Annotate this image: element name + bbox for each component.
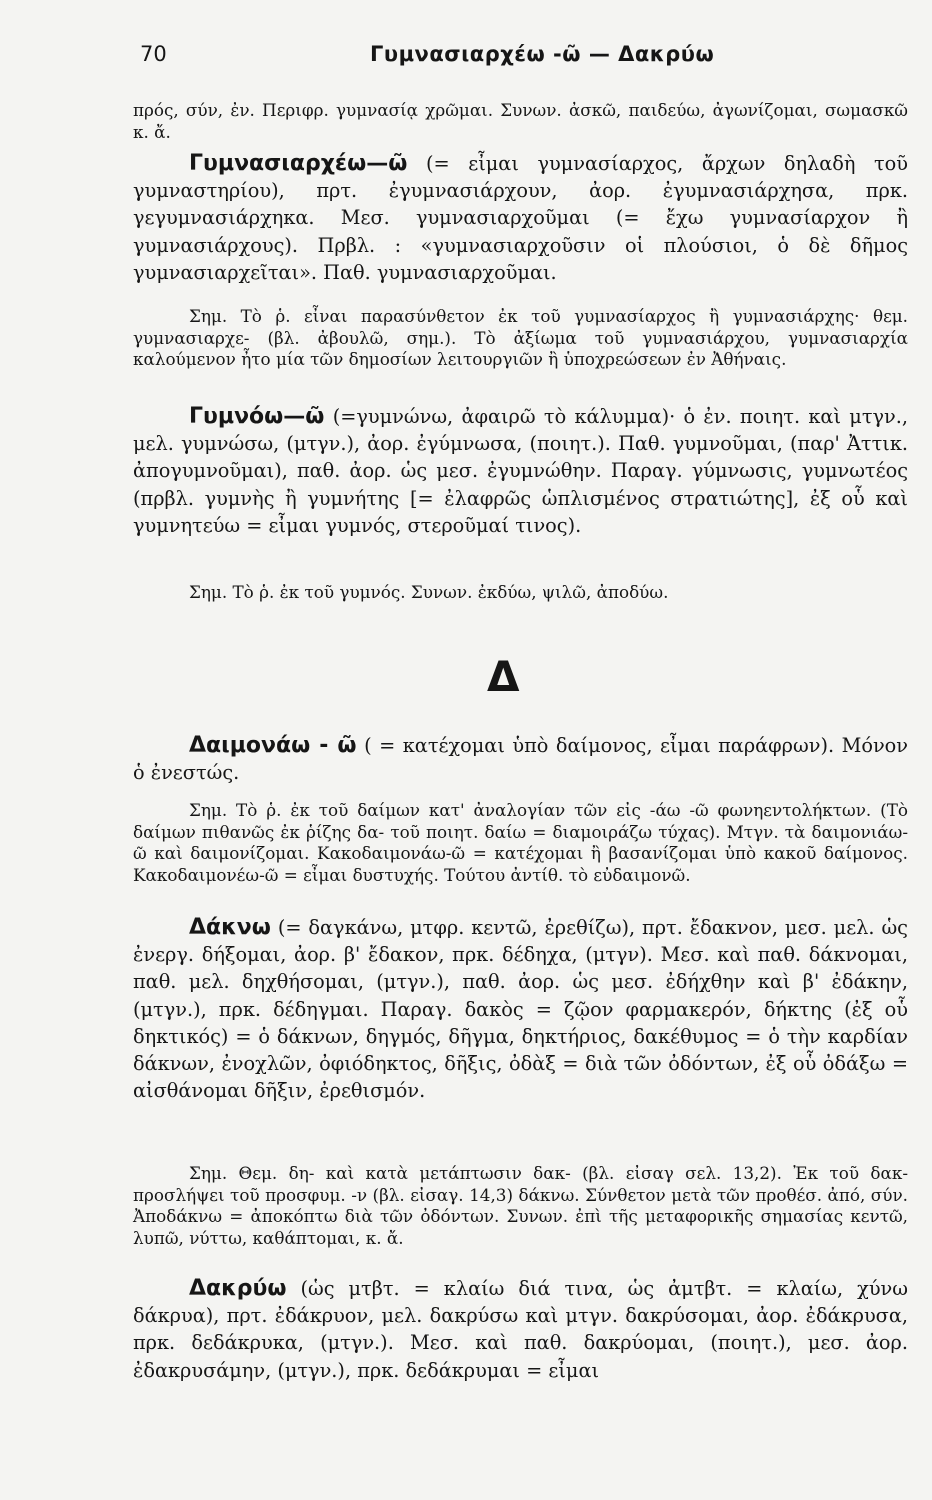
- headword: Δακρύω: [189, 1276, 287, 1301]
- entry-body: (ὡς μτβτ. = κλαίω διά τινα, ὡς ἀμτβτ. = κλαίω, χύνω δάκρυα), πρτ. ἐδάκρυον, μελ. δακρύσω καὶ μτγν. δακρύσομαι, ἀορ. ἐδάκρυσα, πρκ. δεδάκρυκα, (μτγν.). Μεσ. καὶ παθ. δακρύομαι, (ποιητ.), μεσ. ἀορ. ἐδακρυσάμην, (μτγν.), πρκ. δεδάκρυμαι = εἶμαι: [133, 1277, 908, 1382]
- entry-gymnoo: [133, 403, 908, 539]
- page-header: [140, 42, 902, 76]
- entry-note: Σημ. Τὸ ῥ. ἐκ τοῦ γυμνός. Συνων. ἐκδύω, ψιλῶ, ἀποδύω.: [189, 582, 669, 602]
- entry-body: (= εἶμαι γυμνασίαρχος, ἄρχων δηλαδὴ τοῦ γυμναστηρίου), πρτ. ἐγυμνασιάρχουν, ἀορ. ἐγυμνασιάρχησα, πρκ. γεγυμνασιάρχηκα. Μεσ. γυμνασιαρχοῦμαι (= ἔχω γυμνασίαρχον ἢ γυμνασιάρχους). Πρβλ. : «γυμνασιαρχοῦσιν οἱ πλούσιοι, ὁ δὲ δῆμος γυμνασιαρχεῖται». Παθ. γυμνασιαρχοῦμαι.: [133, 152, 908, 284]
- entry-daimonao: [133, 732, 908, 786]
- entry-dakno: [133, 914, 908, 1104]
- running-title: Γυμνασιαρχέω -ῶ — Δακρύω: [370, 42, 715, 66]
- entry-body: ( = κατέχομαι ὑπὸ δαίμονος, εἶμαι παράφρων). Μόνον ὁ ἐνεστώς.: [133, 734, 909, 785]
- entry-note: Σημ. Τὸ ῥ. εἶναι παρασύνθετον ἐκ τοῦ γυμνασίαρχος ἢ γυμνασιάρχης· θεμ. γυμνασιαρχε- (βλ. ἀβουλῶ, σημ.). Τὸ ἀξίωμα τοῦ γυμνασιάρχου, γυμνασιαρχία καλούμενον ἦτο μία τῶν δημοσίων λειτουργιῶν ἢ ὑποχρεώσεων ἐν Ἀθήναις.: [133, 306, 908, 369]
- headword: Γυμνασιαρχέω—ῶ: [189, 151, 408, 176]
- headword: Γυμνόω—ῶ: [189, 404, 325, 429]
- entry-body: (=γυμνώνω, ἀφαιρῶ τὸ κάλυμμα)· ὁ ἐν. ποιητ. καὶ μτγν., μελ. γυμνώσω, (μτγν.), ἀορ. ἐγύμνωσα, (ποιητ.). Παθ. γυμνοῦμαι, (παρ' Ἀττικ. ἀπογυμνοῦμαι), παθ. ἀορ. ὡς μεσ. ἐγυμνώθην. Παραγ. γύμνωσις, γυμνωτέος (πρβλ. γυμνὴς ἢ γυμνήτης [= ἐλαφρῶς ὡπλισμένος στρατιώτης], ἐξ οὗ καὶ γυμνητεύω = εἶμαι γυμνός, στεροῦμαί τινος).: [133, 405, 908, 537]
- entry-dakryo: [133, 1275, 908, 1384]
- entry-gymnasiarcheo: [133, 150, 908, 286]
- section-letter: Δ: [487, 652, 520, 701]
- entry-note: Σημ. Θεμ. δη- καὶ κατὰ μετάπτωσιν δακ- (βλ. εἰσαγ σελ. 13,2). Ἐκ τοῦ δακ- προσλήψει τοῦ προσφυμ. -ν (βλ. εἰσαγ. 14,3) δάκνω. Σύνθετον μετὰ τῶν προθέσ. ἀπό, σύν. Ἀποδάκνω = ἀποκόπτω διὰ τῶν ὀδόντων. Συνων. ἐπὶ τῆς μεταφορικῆς σημασίας κεντῶ, λυπῶ, νύττω, καθάπτομαι, κ. ἄ.: [133, 1163, 908, 1248]
- headword: Δάκνω: [189, 915, 271, 940]
- entry-note: Σημ. Τὸ ῥ. ἐκ τοῦ δαίμων κατ' ἀναλογίαν τῶν εἰς -άω -ῶ φωνηεντολήκτων. (Τὸ δαίμων πιθανῶς ἐκ ῥίζης δα- τοῦ ποιητ. δαίω = διαμοιράζω τύχας). Μτγν. τὰ δαιμονιάω-ῶ καὶ δαιμονίζομαι. Κακοδαιμονάω-ῶ = κατέχομαι ἢ βασανίζομαι ὑπὸ κακοῦ δαίμονος. Κακοδαιμονέω-ῶ = εἶμαι δυστυχής. Τούτου ἀντίθ. τὸ εὐδαιμονῶ.: [133, 800, 908, 885]
- intro-continuation: πρός, σύν, ἐν. Περιφρ. γυμνασίᾳ χρῶμαι. Συνων. ἀσκῶ, παιδεύω, ἀγωνίζομαι, σωμασκῶ κ. ἄ.: [133, 100, 908, 142]
- entry-body: (= δαγκάνω, μτφρ. κεντῶ, ἐρεθίζω), πρτ. ἔδακνον, μεσ. μελ. ὡς ἐνεργ. δήξομαι, ἀορ. β' ἔδακον, πρκ. δέδηχα, (μτγν). Μεσ. καὶ παθ. δάκνομαι, παθ. μελ. δηχθήσομαι, (μτγν.), παθ. ἀορ. ὡς μεσ. ἐδήχθην καὶ β' ἐδάκην, (μτγν.), πρκ. δέδηγμαι. Παραγ. δακὸς = ζῷον φαρμακερόν, δήκτης (ἐξ οὗ δηκτικός) = ὁ δάκνων, δηγμός, δῆγμα, δηκτήριος, δακέθυμος = ὁ τὴν καρδίαν δάκνων, ἐνοχλῶν, ὀφιόδηκτος, δῆξις, ὀδὰξ = διὰ τῶν ὀδόντων, ἐξ οὗ ὀδάξω = αἰσθάνομαι δῆξιν, ἐρεθισμόν.: [133, 916, 908, 1103]
- page-number: 70: [140, 42, 167, 66]
- headword: Δαιμονάω - ῶ: [189, 733, 357, 758]
